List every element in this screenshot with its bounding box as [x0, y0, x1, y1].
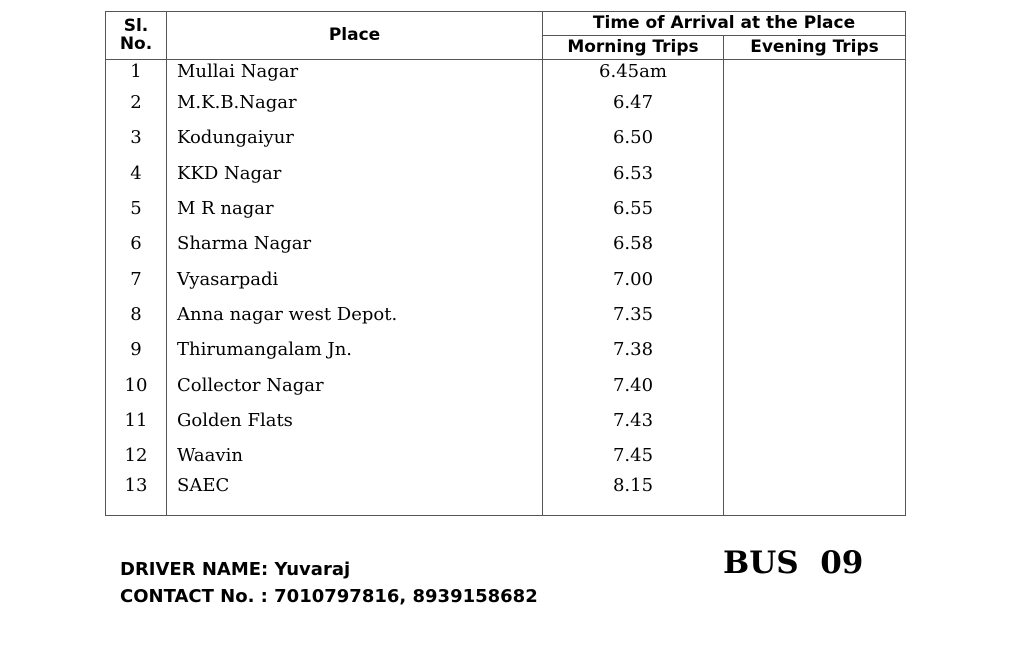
- place-cell: Thirumangalam Jn.: [167, 332, 543, 367]
- sl-number-cell: 10: [106, 367, 167, 402]
- table-row: [106, 60, 906, 86]
- morning-time-cell: 6.47: [543, 85, 724, 120]
- morning-time-cell: 7.35: [543, 297, 724, 332]
- contact-numbers: CONTACT No. : 7010797816, 8939158682: [120, 586, 538, 607]
- morning-time-cell: 6.55: [543, 191, 724, 226]
- evening-trips-header: Evening Trips: [724, 36, 906, 60]
- morning-time-cell: 6.58: [543, 226, 724, 261]
- sl-no-header: Sl. No.: [106, 12, 167, 60]
- sl-number-cell: 12: [106, 438, 167, 473]
- driver-name: DRIVER NAME: Yuvaraj: [120, 559, 351, 580]
- place-cell: Vyasarpadi: [167, 261, 543, 296]
- morning-trips-header: Morning Trips: [543, 36, 724, 60]
- morning-time-cell: 7.00: [543, 261, 724, 296]
- sl-number-cell: 7: [106, 261, 167, 296]
- morning-time-cell: 6.53: [543, 156, 724, 191]
- sl-number-cell: 2: [106, 85, 167, 120]
- table-row: [106, 120, 906, 155]
- evening-time-cell: [724, 367, 906, 402]
- place-header: Place: [167, 12, 543, 60]
- sl-number-cell: 9: [106, 332, 167, 367]
- table-row: [106, 297, 906, 332]
- sl-number-cell: 5: [106, 191, 167, 226]
- evening-time-cell: [724, 297, 906, 332]
- place-cell: Mullai Nagar: [167, 60, 543, 86]
- place-cell: M R nagar: [167, 191, 543, 226]
- route-table-body: [106, 60, 906, 516]
- bus-number: BUS 09: [723, 545, 864, 581]
- place-cell: Waavin: [167, 438, 543, 473]
- evening-time-cell: [724, 473, 906, 516]
- table-row: [106, 261, 906, 296]
- place-cell: Sharma Nagar: [167, 226, 543, 261]
- place-cell: Golden Flats: [167, 403, 543, 438]
- morning-time-cell: 6.45am: [543, 60, 724, 86]
- morning-time-cell: 6.50: [543, 120, 724, 155]
- evening-time-cell: [724, 60, 906, 86]
- sl-number-cell: 4: [106, 156, 167, 191]
- evening-time-cell: [724, 226, 906, 261]
- bus-route-table: [105, 11, 906, 516]
- place-cell: SAEC: [167, 473, 543, 516]
- sl-number-cell: 11: [106, 403, 167, 438]
- table-row: [106, 191, 906, 226]
- morning-time-cell: 7.40: [543, 367, 724, 402]
- sl-number-cell: 6: [106, 226, 167, 261]
- morning-time-cell: 7.43: [543, 403, 724, 438]
- table-row: [106, 438, 906, 473]
- table-row: [106, 226, 906, 261]
- time-of-arrival-header: Time of Arrival at the Place: [543, 12, 906, 36]
- evening-time-cell: [724, 261, 906, 296]
- table-row: [106, 473, 906, 516]
- table-row: [106, 156, 906, 191]
- place-cell: Anna nagar west Depot.: [167, 297, 543, 332]
- sl-number-cell: 3: [106, 120, 167, 155]
- sl-number-cell: 1: [106, 60, 167, 86]
- evening-time-cell: [724, 438, 906, 473]
- evening-time-cell: [724, 332, 906, 367]
- morning-time-cell: 8.15: [543, 473, 724, 516]
- place-cell: Kodungaiyur: [167, 120, 543, 155]
- sl-number-cell: 8: [106, 297, 167, 332]
- place-cell: KKD Nagar: [167, 156, 543, 191]
- place-cell: M.K.B.Nagar: [167, 85, 543, 120]
- evening-time-cell: [724, 120, 906, 155]
- table-row: [106, 367, 906, 402]
- sl-number-cell: 13: [106, 473, 167, 516]
- table-row: [106, 85, 906, 120]
- evening-time-cell: [724, 85, 906, 120]
- place-cell: Collector Nagar: [167, 367, 543, 402]
- table-row: [106, 332, 906, 367]
- table-row: [106, 403, 906, 438]
- evening-time-cell: [724, 156, 906, 191]
- evening-time-cell: [724, 403, 906, 438]
- morning-time-cell: 7.38: [543, 332, 724, 367]
- morning-time-cell: 7.45: [543, 438, 724, 473]
- evening-time-cell: [724, 191, 906, 226]
